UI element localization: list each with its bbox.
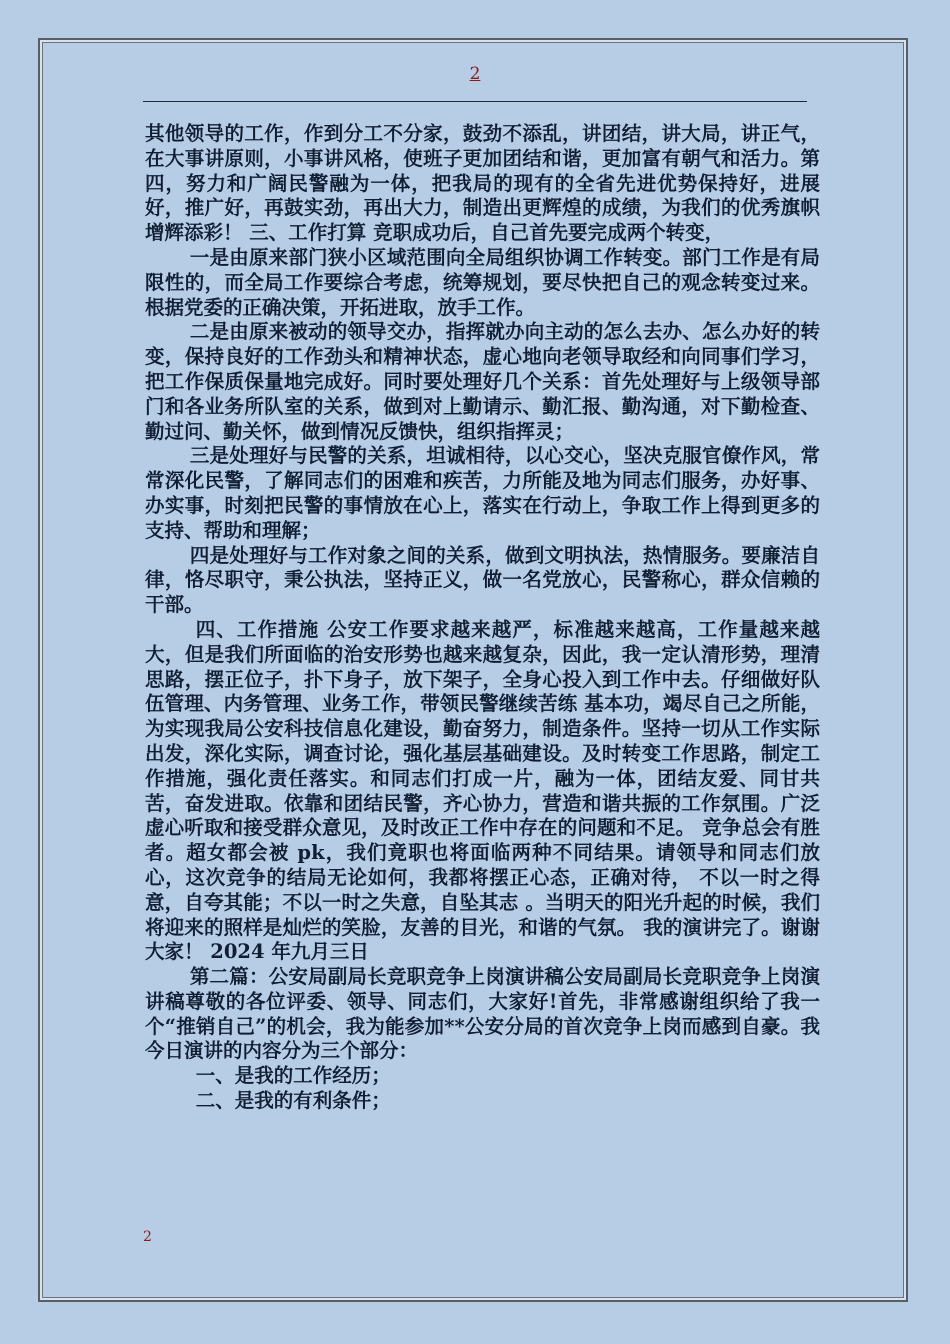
paragraph: 二、是我的有利条件； [195, 1089, 391, 1113]
header-page-number: 2 [469, 64, 481, 84]
paragraph: 其他领导的工作，作到分工不分家，鼓劲不添乱，讲团结，讲大局，讲正气，在大事讲原则，小事讲风格，使班子更加团结和谐，更加富有朝气和活力。第四，努力和广阔民警融为一体，把我局的现有的全省先进优势保持好，进展好，推广好，再鼓实劲，再出大力，制造出更辉煌的成绩，为我们的优秀旗帜增辉添彩！ 三、工作打算 竞职成功后，自己首先要完成两个转变， [145, 122, 820, 245]
paragraph: 一、是我的工作经历； [195, 1064, 391, 1088]
paragraph: 四是处理好与工作对象之间的关系，做到文明执法，热情服务。要廉洁自律，恪尽职守，秉公执法，坚持正义，做一名党放心，民警称心，群众信赖的干部。 [145, 543, 820, 617]
paragraph: 第二篇：公安局副局长竞职竞争上岗演讲稿公安局副局长竞职竞争上岗演讲稿尊敬的各位评委、领导、同志们，大家好!首先，非常感谢组织给了我一个“推销自己”的机会，我为能参加**公安分局的首次竞争上岗而感到自豪。我今日演讲的内容分为三个部分： [145, 965, 820, 1063]
paragraph: 二是由原来被动的领导交办，指挥就办向主动的怎么去办、怎么办好的转变，保持良好的工作劲头和精神状态，虚心地向老领导取经和向同事们学习，把工作保质保量地完成好。同时要处理好几个关系：首先处理好与上级领导部门和各业务所队室的关系，做到对上勤请示、勤汇报、勤沟通，对下勤检查、勤过问、勤关怀，做到情况反馈快，组织指挥灵； [145, 320, 820, 443]
paragraph: 三是处理好与民警的关系，坦诚相待，以心交心，坚决克服官僚作风，常常深化民警，了解同志们的困难和疾苦，力所能及地为同志们服务，办好事、办实事，时刻把民警的事情放在心上，落实在行动上，争取工作上得到更多的支持、帮助和理解； [145, 444, 820, 542]
header-divider [143, 101, 807, 102]
footer-page-number: 2 [143, 1229, 152, 1245]
document-body [145, 122, 820, 1114]
paragraph: 一是由原来部门狭小区域范围向全局组织协调工作转变。部门工作是有局限性的，而全局工作要综合考虑，统筹规划，要尽快把自己的观念转变过来。根据党委的正确决策，开拓进取，放手工作。 [145, 245, 820, 319]
paragraph: 四、工作措施 公安工作要求越来越严，标准越来越高，工作量越来越大，但是我们所面临的治安形势也越来越复杂，因此，我一定认清形势，理清思路，摆正位子，扑下身子，放下架子，全身心投入到工作中去。仔细做好队伍管理、内务管理、业务工作，带领民警继续苦练 基本功，竭尽自己之所能，为实现我局公安科技信息化建设，勤奋努力，制造条件。坚持一切从工作实际出发，深化实际，调查讨论，强化基层基础建设。及时转变工作思路，制定工作措施，强化责任落实。和同志们打成一片，融为一体，团结友爱、同甘共苦，奋发进取。依靠和团结民警，齐心协力，营造和谐共振的工作氛围。广泛虚心听取和接受群众意见，及时改正工作中存在的问题和不足。 竞争总会有胜者。超女都会被 pk，我们竟职也将面临两种不同结果。请领导和同志们放心，这次竞争的结局无论如何，我都将摆正心态，正确对待， 不以一时之得意，自夸其能；不以一时之失意，自坠其志 。当明天的阳光升起的时候，我们将迎来的照样是灿烂的笑脸，友善的目光，和谐的气氛。 我的演讲完了。谢谢大家！ 2024 年九月三日 [145, 617, 820, 964]
